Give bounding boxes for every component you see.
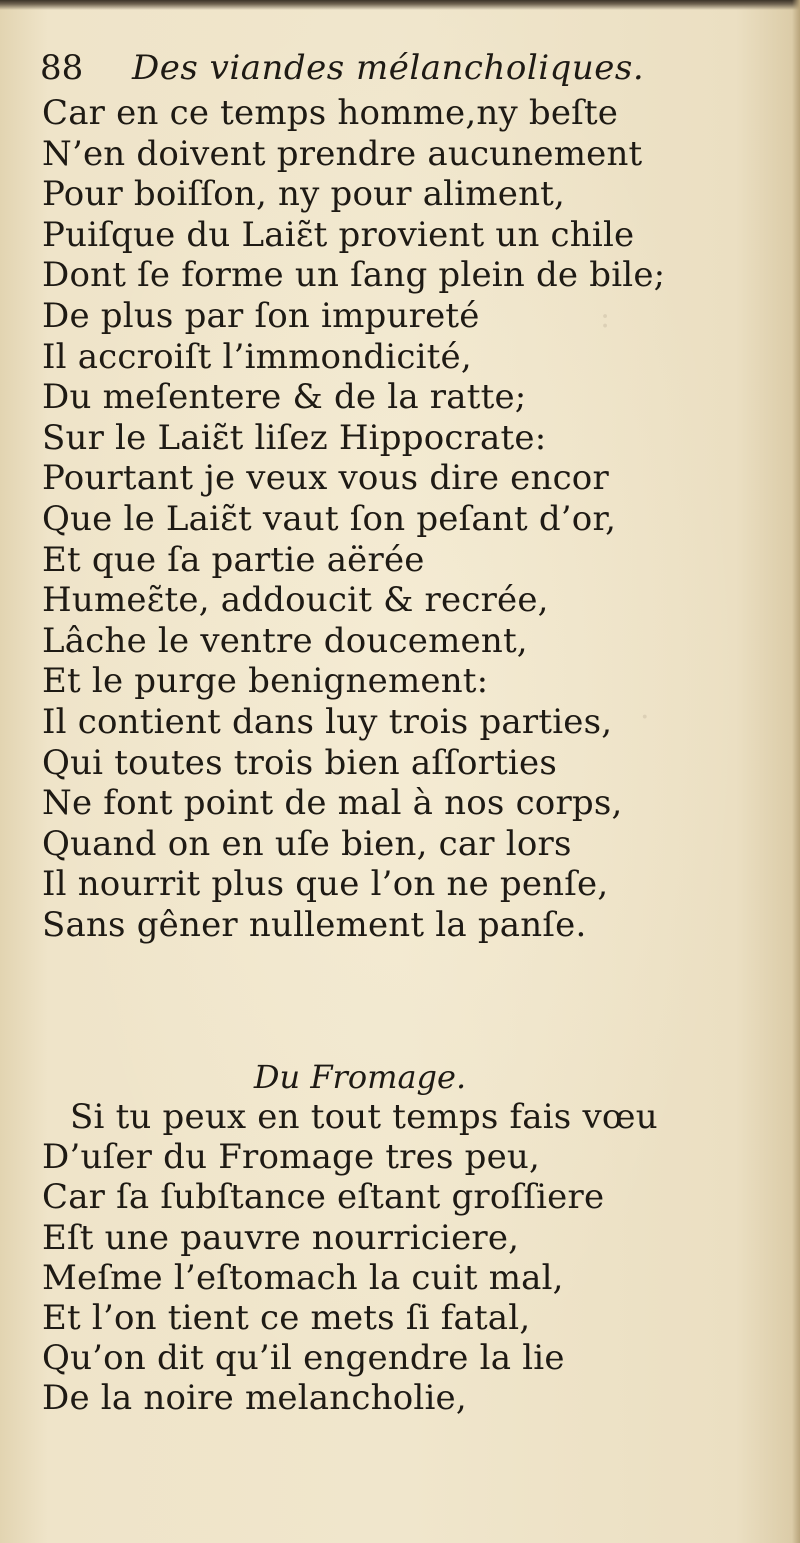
verse-stanza-cheese <box>42 1097 742 1419</box>
page-right-edge-shadow <box>792 0 800 1543</box>
verse-line: Car en ce temps homme,ny beſte <box>42 93 619 133</box>
verse-line: Qu’on dit qu’il engendre la lie <box>42 1338 565 1379</box>
section-heading: Du Fromage. <box>253 1058 467 1096</box>
show-through-mark: · <box>640 700 650 735</box>
verse-line: Et le purge benignement: <box>42 661 489 702</box>
verse-line: Meſme l’eſtomach la cuit mal, <box>42 1257 564 1298</box>
verse-line: Lâche le ventre doucement, <box>42 620 528 661</box>
verse-line: Sur le Laiɛ̃t liſez Hippocrate: <box>42 417 547 458</box>
verse-line: De plus par ſon impureté <box>42 295 480 336</box>
verse-line: Car ſa ſubſtance eſtant groſſiere <box>42 1177 605 1218</box>
verse-line: Il accroiſt l’immondicité, <box>42 336 472 377</box>
verse-line: Quand on en uſe bien, car lors <box>42 823 572 864</box>
verse-line: Pour boiſſon, ny pour aliment, <box>42 174 566 215</box>
show-through-mark: : <box>600 300 611 335</box>
verse-line: N’en doivent prendre aucunement <box>42 133 643 174</box>
verse-line: Sans gêner nullement la panſe. <box>42 904 587 945</box>
verse-line: Qui toutes trois bien aſſorties <box>42 742 557 783</box>
verse-line: De la noire melancholie, <box>42 1378 467 1419</box>
verse-line: Eſt une pauvre nourriciere, <box>42 1217 520 1258</box>
verse-line: Il nourrit plus que l’on ne penſe, <box>42 864 609 905</box>
verse-line: Pourtant je veux vous dire encor <box>42 458 609 499</box>
verse-line: D’uſer du Fromage tres peu, <box>42 1137 541 1178</box>
verse-line: Dont ſe forme un ſang plein de bile; <box>42 255 666 296</box>
page-top-edge-shadow <box>0 0 800 10</box>
verse-line: Si tu peux en tout temps fais vœu <box>70 1097 658 1137</box>
verse-line: Il contient dans luy trois parties, <box>42 701 613 742</box>
verse-line: Humeɛ̃te, addoucit & recrée, <box>42 580 549 621</box>
verse-line: Et que ſa partie aërée <box>42 539 425 580</box>
verse-line: Ne font point de mal à nos corps, <box>42 783 623 824</box>
running-title: Des viandes mélancholiques. <box>132 48 645 88</box>
verse-line: Et l’on tient ce mets ſi fatal, <box>42 1297 531 1338</box>
verse-line: Que le Laiɛ̃t vaut ſon peſant d’or, <box>42 498 617 539</box>
verse-stanza-milk <box>42 93 742 945</box>
verse-line: Du meſentere & de la ratte; <box>42 377 527 418</box>
running-head <box>40 46 720 90</box>
verse-line: Puiſque du Laiɛ̃t provient un chile <box>42 214 635 255</box>
page-number: 88 <box>40 48 84 88</box>
